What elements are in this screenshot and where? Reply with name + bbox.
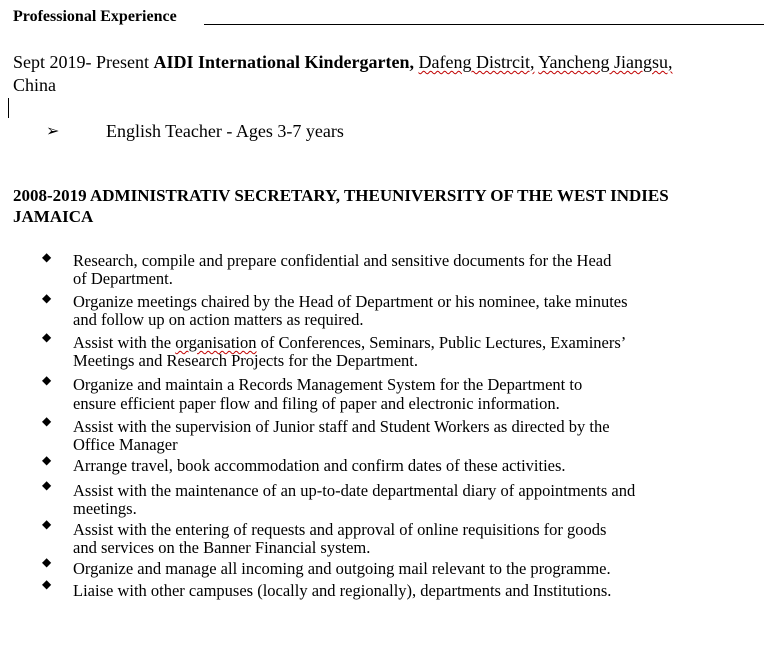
arrow-bullet-icon: ➢ <box>46 123 60 140</box>
diamond-bullet-icon: ◆ <box>42 478 52 492</box>
job1-location-city: Yancheng Jiangsu, <box>538 52 673 72</box>
diamond-bullet-icon: ◆ <box>42 291 52 305</box>
diamond-bullet-icon: ◆ <box>42 330 52 344</box>
diamond-bullet-icon: ◆ <box>42 555 52 569</box>
diamond-bullet-icon: ◆ <box>42 373 52 387</box>
job1-location-district: Dafeng Distrcit, <box>418 52 535 72</box>
duty-6-line-1: Arrange travel, book accommodation and confirm dates of these activities. <box>73 456 566 475</box>
diamond-bullet-icon: ◆ <box>42 414 52 428</box>
job2-title: 2008-2019 ADMINISTRATIV SECRETARY, THEUNIVERSITY OF THE WEST INDIES <box>13 186 669 205</box>
duty-4-line-2: ensure efficient paper flow and filing of paper and electronic information. <box>73 394 560 413</box>
duty-1-line-2: of Department. <box>73 269 173 288</box>
diamond-bullet-icon: ◆ <box>42 250 52 264</box>
duty-5-line-1: Assist with the supervision of Junior staff and Student Workers as directed by the <box>73 417 610 436</box>
duty-2-line-1: Organize meetings chaired by the Head of Department or his nominee, take minutes <box>73 292 628 311</box>
job1-country: China <box>13 75 56 95</box>
duty-8-line-1: Assist with the entering of requests and approval of online requisitions for goods <box>73 520 607 539</box>
duty-7-line-2: meetings. <box>73 499 137 518</box>
duty-3-line-2: Meetings and Research Projects for the Department. <box>73 351 419 370</box>
section-heading: Professional Experience <box>13 8 177 25</box>
duty-3-text-a: Assist with the <box>73 333 176 352</box>
duty-1-line-1: Research, compile and prepare confidential and sensitive documents for the Head <box>73 251 612 270</box>
duty-4-line-1: Organize and maintain a Records Management System for the Department to <box>73 375 583 394</box>
diamond-bullet-icon: ◆ <box>42 453 52 467</box>
duty-8-line-2: and services on the Banner Financial system. <box>73 538 371 557</box>
duty-10-line-1: Liaise with other campuses (locally and regionally), departments and Institutions. <box>73 581 612 600</box>
duty-3-spellcheck-word: organisation <box>175 333 257 352</box>
text-cursor <box>8 98 9 118</box>
heading-underline-rule <box>204 24 764 25</box>
duty-9-line-1: Organize and manage all incoming and outgoing mail relevant to the programme. <box>73 559 611 578</box>
duty-5-line-2: Office Manager <box>73 435 178 454</box>
job2-title-continued: JAMAICA <box>13 207 94 226</box>
duty-3-line-1 <box>73 334 626 352</box>
duty-3-text-c: of Conferences, Seminars, Public Lectures, Examiners’ <box>256 333 627 352</box>
job1-employer: AIDI International Kindergarten, <box>153 52 414 72</box>
diamond-bullet-icon: ◆ <box>42 517 52 531</box>
job1-role: English Teacher - Ages 3-7 years <box>106 121 344 141</box>
job1-header <box>13 52 672 73</box>
job1-dates: Sept 2019- Present <box>13 52 154 72</box>
duty-2-line-2: and follow up on action matters as required. <box>73 310 364 329</box>
duty-7-line-1: Assist with the maintenance of an up-to-date departmental diary of appointments and <box>73 481 636 500</box>
diamond-bullet-icon: ◆ <box>42 577 52 591</box>
